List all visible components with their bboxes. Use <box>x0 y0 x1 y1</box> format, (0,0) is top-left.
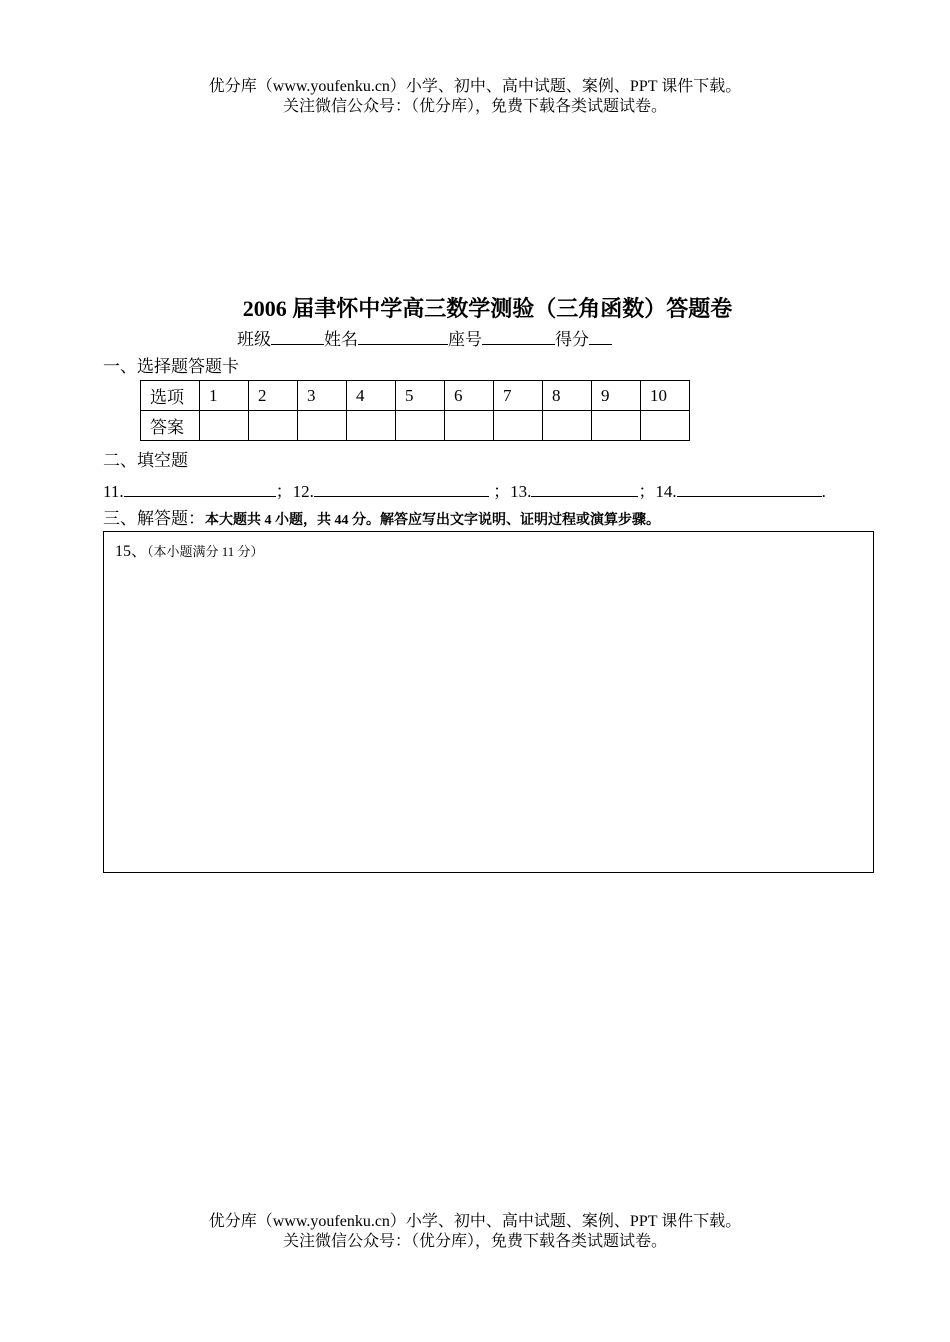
q15-heading <box>115 538 264 561</box>
answer-cell[interactable] <box>396 411 445 441</box>
q12-blank[interactable] <box>314 479 489 497</box>
answer-cell[interactable] <box>298 411 347 441</box>
answer-cell[interactable] <box>347 411 396 441</box>
column-header: 4 <box>347 381 396 411</box>
section-3-title: 三、解答题： <box>103 509 205 528</box>
q12-label: 12. <box>292 482 314 501</box>
seat-blank[interactable] <box>482 327 555 345</box>
section-3-heading <box>103 508 660 532</box>
answer-cell[interactable] <box>445 411 494 441</box>
separator: ； <box>638 482 656 501</box>
q11-blank[interactable] <box>124 479 276 497</box>
column-header: 9 <box>592 381 641 411</box>
student-info-line <box>237 327 612 351</box>
q15-note: （本小题满分 11 分） <box>147 544 264 559</box>
name-label: 姓名 <box>324 330 358 349</box>
column-header: 6 <box>445 381 494 411</box>
header-line-2: 关注微信公众号：（优分库），免费下载各类试题试卷。 <box>282 98 667 115</box>
footer-line-2: 关注微信公众号：（优分库），免费下载各类试题试卷。 <box>282 1233 667 1250</box>
column-header: 5 <box>396 381 445 411</box>
separator: ； <box>493 482 511 501</box>
column-header: 1 <box>200 381 249 411</box>
options-row <box>141 381 690 411</box>
q15-label: 15、 <box>115 543 148 560</box>
section-2-heading: 二、填空题 <box>103 451 188 470</box>
q15-answer-box[interactable] <box>103 531 874 873</box>
q14-blank[interactable] <box>677 479 822 497</box>
score-blank[interactable] <box>589 327 612 345</box>
q11-label: 11. <box>103 482 124 501</box>
answer-cell[interactable] <box>494 411 543 441</box>
options-row-label: 选项 <box>141 381 200 411</box>
page-footer <box>0 1212 950 1252</box>
answer-card-table <box>140 380 690 441</box>
line-end: . <box>821 482 826 501</box>
score-label: 得分 <box>555 330 589 349</box>
answer-cell[interactable] <box>249 411 298 441</box>
header-line-1: 优分库（www.youfenku.cn）小学、初中、高中试题、案例、PPT 课件下载。 <box>208 78 742 95</box>
answer-cell[interactable] <box>543 411 592 441</box>
column-header: 8 <box>543 381 592 411</box>
q13-blank[interactable] <box>531 479 638 497</box>
q14-label: 14. <box>655 482 677 501</box>
class-label: 班级 <box>237 330 271 349</box>
seat-label: 座号 <box>448 330 482 349</box>
section-3-note: 本大题共 4 小题，共 44 分。解答应写出文字说明、证明过程或演算步骤。 <box>205 513 660 528</box>
footer-line-1: 优分库（www.youfenku.cn）小学、初中、高中试题、案例、PPT 课件下载。 <box>208 1213 742 1230</box>
section-1-heading: 一、选择题答题卡 <box>103 357 239 376</box>
column-header: 10 <box>641 381 690 411</box>
class-blank[interactable] <box>271 327 324 345</box>
answers-row-label: 答案 <box>141 411 200 441</box>
page-header <box>0 77 950 117</box>
answer-cell[interactable] <box>200 411 249 441</box>
separator: ； <box>275 482 293 501</box>
column-header: 2 <box>249 381 298 411</box>
answer-cell[interactable] <box>592 411 641 441</box>
answer-cell[interactable] <box>641 411 690 441</box>
q13-label: 13. <box>510 482 532 501</box>
page-title: 2006 届聿怀中学高三数学测验（三角函数）答题卷 <box>242 296 733 321</box>
column-header: 7 <box>494 381 543 411</box>
name-blank[interactable] <box>358 327 448 345</box>
answers-row <box>141 411 690 441</box>
fill-in-line <box>103 479 826 503</box>
column-header: 3 <box>298 381 347 411</box>
